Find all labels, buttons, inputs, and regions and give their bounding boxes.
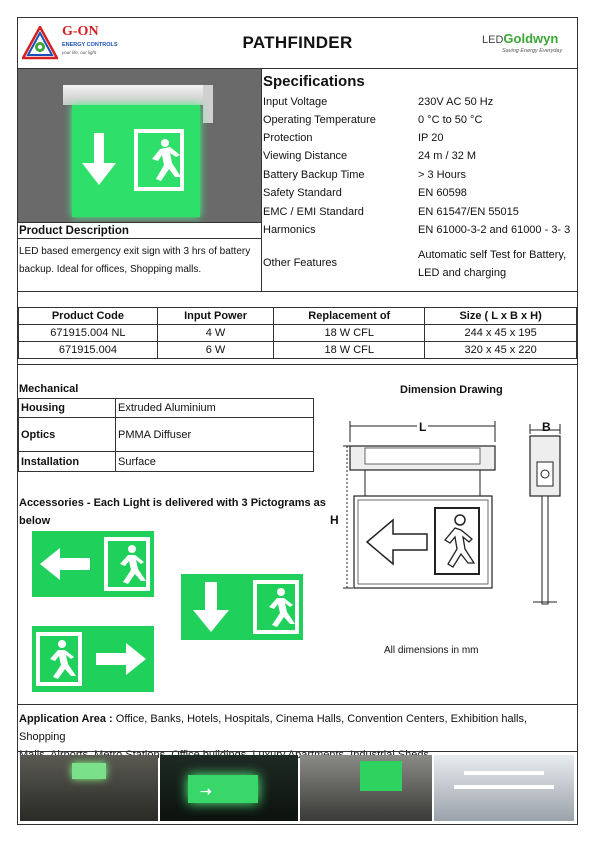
spec-label: Battery Backup Time [263,169,365,181]
spec-label: Operating Temperature [263,114,376,126]
mech-label: Optics [19,418,116,452]
gon-brand-sub: ENERGY CONTROLS [62,42,118,48]
table-cell: 18 W CFL [274,325,425,342]
accessories-line-2: below [19,515,51,527]
gallery-photo-4 [434,755,574,821]
table-header-cell: Product Code [19,308,158,325]
desc-heading-divider [17,238,261,239]
gallery-photo-3 [300,755,432,821]
goldwyn-tag: Saving Energy Everyday [502,48,563,54]
gallery-top-divider [17,751,578,752]
spec-label: Safety Standard [263,187,342,199]
table-cell: 18 W CFL [274,342,425,359]
description-line-1: LED based emergency exit sign with 3 hrs of battery [19,246,251,257]
mech-value: PMMA Diffuser [116,418,314,452]
spec-value: 24 m / 32 M [418,150,477,162]
dimension-note: All dimensions in mm [384,645,479,656]
application-top-divider [17,704,578,705]
pictogram-right-arrow [32,626,154,692]
mech-label: Housing [19,399,116,418]
photo-divider [17,222,261,223]
spec-value: 0 °C to 50 °C [418,114,483,126]
spec-value: EN 61000-3-2 and 61000 - 3- 3 [418,224,571,236]
down-arrow-exit-icon [72,105,200,217]
accessories-text [19,494,326,530]
spec-divider [261,68,262,291]
product-table [18,307,577,359]
right-arrow-exit-icon [32,626,154,692]
spec-value: EN 61547/EN 55015 [418,206,519,218]
product-sign-panel [72,105,200,217]
dimension-label-b: B [542,420,551,434]
product-housing [63,85,213,105]
spec-label: Input Voltage [263,96,328,108]
table-bottom-divider [17,364,578,365]
spec-label: Other Features [263,257,337,269]
product-photo [18,69,261,222]
table-header-row [19,308,577,325]
pictogram-down-arrow [181,574,303,640]
mech-label: Installation [19,452,116,472]
spec-label: Protection [263,132,313,144]
spec-label: Harmonics [263,224,316,236]
dimension-label-h: H [330,513,339,527]
gon-brand-name: G-ON [62,24,99,39]
dimension-heading: Dimension Drawing [400,384,503,396]
spec-label: EMC / EMI Standard [263,206,364,218]
goldwyn-name: Goldwyn [503,31,559,46]
goldwyn-logo [482,30,576,60]
mechanical-table [18,398,314,472]
mech-value: Surface [116,452,314,472]
table-cell: 4 W [157,325,273,342]
specs-bottom-divider [17,291,578,292]
table-cell: 671915.004 NL [19,325,158,342]
table-row [19,418,314,452]
spec-value: Automatic self Test for Battery, [418,249,567,261]
mechanical-heading: Mechanical [19,383,79,395]
gon-brand-tag: your life, our light [62,50,97,55]
spec-value: LED and charging [418,267,507,279]
spec-value: 230V AC 50 Hz [418,96,494,108]
table-row [19,452,314,472]
gallery-photo-2: ➝ [160,755,298,821]
table-cell: 671915.004 [19,342,158,359]
table-row [19,342,577,359]
table-cell: 244 x 45 x 195 [425,325,577,342]
table-row [19,325,577,342]
table-cell: 320 x 45 x 220 [425,342,577,359]
accessories-line-1: Accessories - Each Light is delivered with 3 Pictograms as [19,497,326,509]
application-line-1 [19,710,574,746]
down-arrow-exit-icon [181,574,303,640]
application-label: Application Area : [19,713,113,725]
table-cell: 6 W [157,342,273,359]
spec-value: EN 60598 [418,187,467,199]
pictogram-left-arrow [32,531,154,597]
description-heading: Product Description [19,225,129,237]
spec-value: IP 20 [418,132,444,144]
left-arrow-exit-icon [32,531,154,597]
mech-value: Extruded Aluminium [116,399,314,418]
application-line-1-rest: Office, Banks, Hotels, Hospitals, Cinema Halls, Convention Centers, Exhibition halls, Shopping [19,713,528,743]
page-title: PATHFINDER [242,33,353,52]
description-line-2: backup. Ideal for offices, Shopping malls. [19,264,202,275]
table-row [19,399,314,418]
spec-label: Viewing Distance [263,150,348,162]
description-text [19,243,250,279]
goldwyn-led-text: LED [482,34,504,46]
spec-value: > 3 Hours [418,169,466,181]
dimension-drawing [325,412,575,612]
table-header-cell: Input Power [157,308,273,325]
product-housing-end [203,85,213,123]
dimension-label-l: L [419,420,427,434]
table-header-cell: Replacement of [274,308,425,325]
table-header-cell: Size ( L x B x H) [425,308,577,325]
gallery-photo-1 [20,755,158,821]
specs-heading: Specifications [263,73,365,90]
